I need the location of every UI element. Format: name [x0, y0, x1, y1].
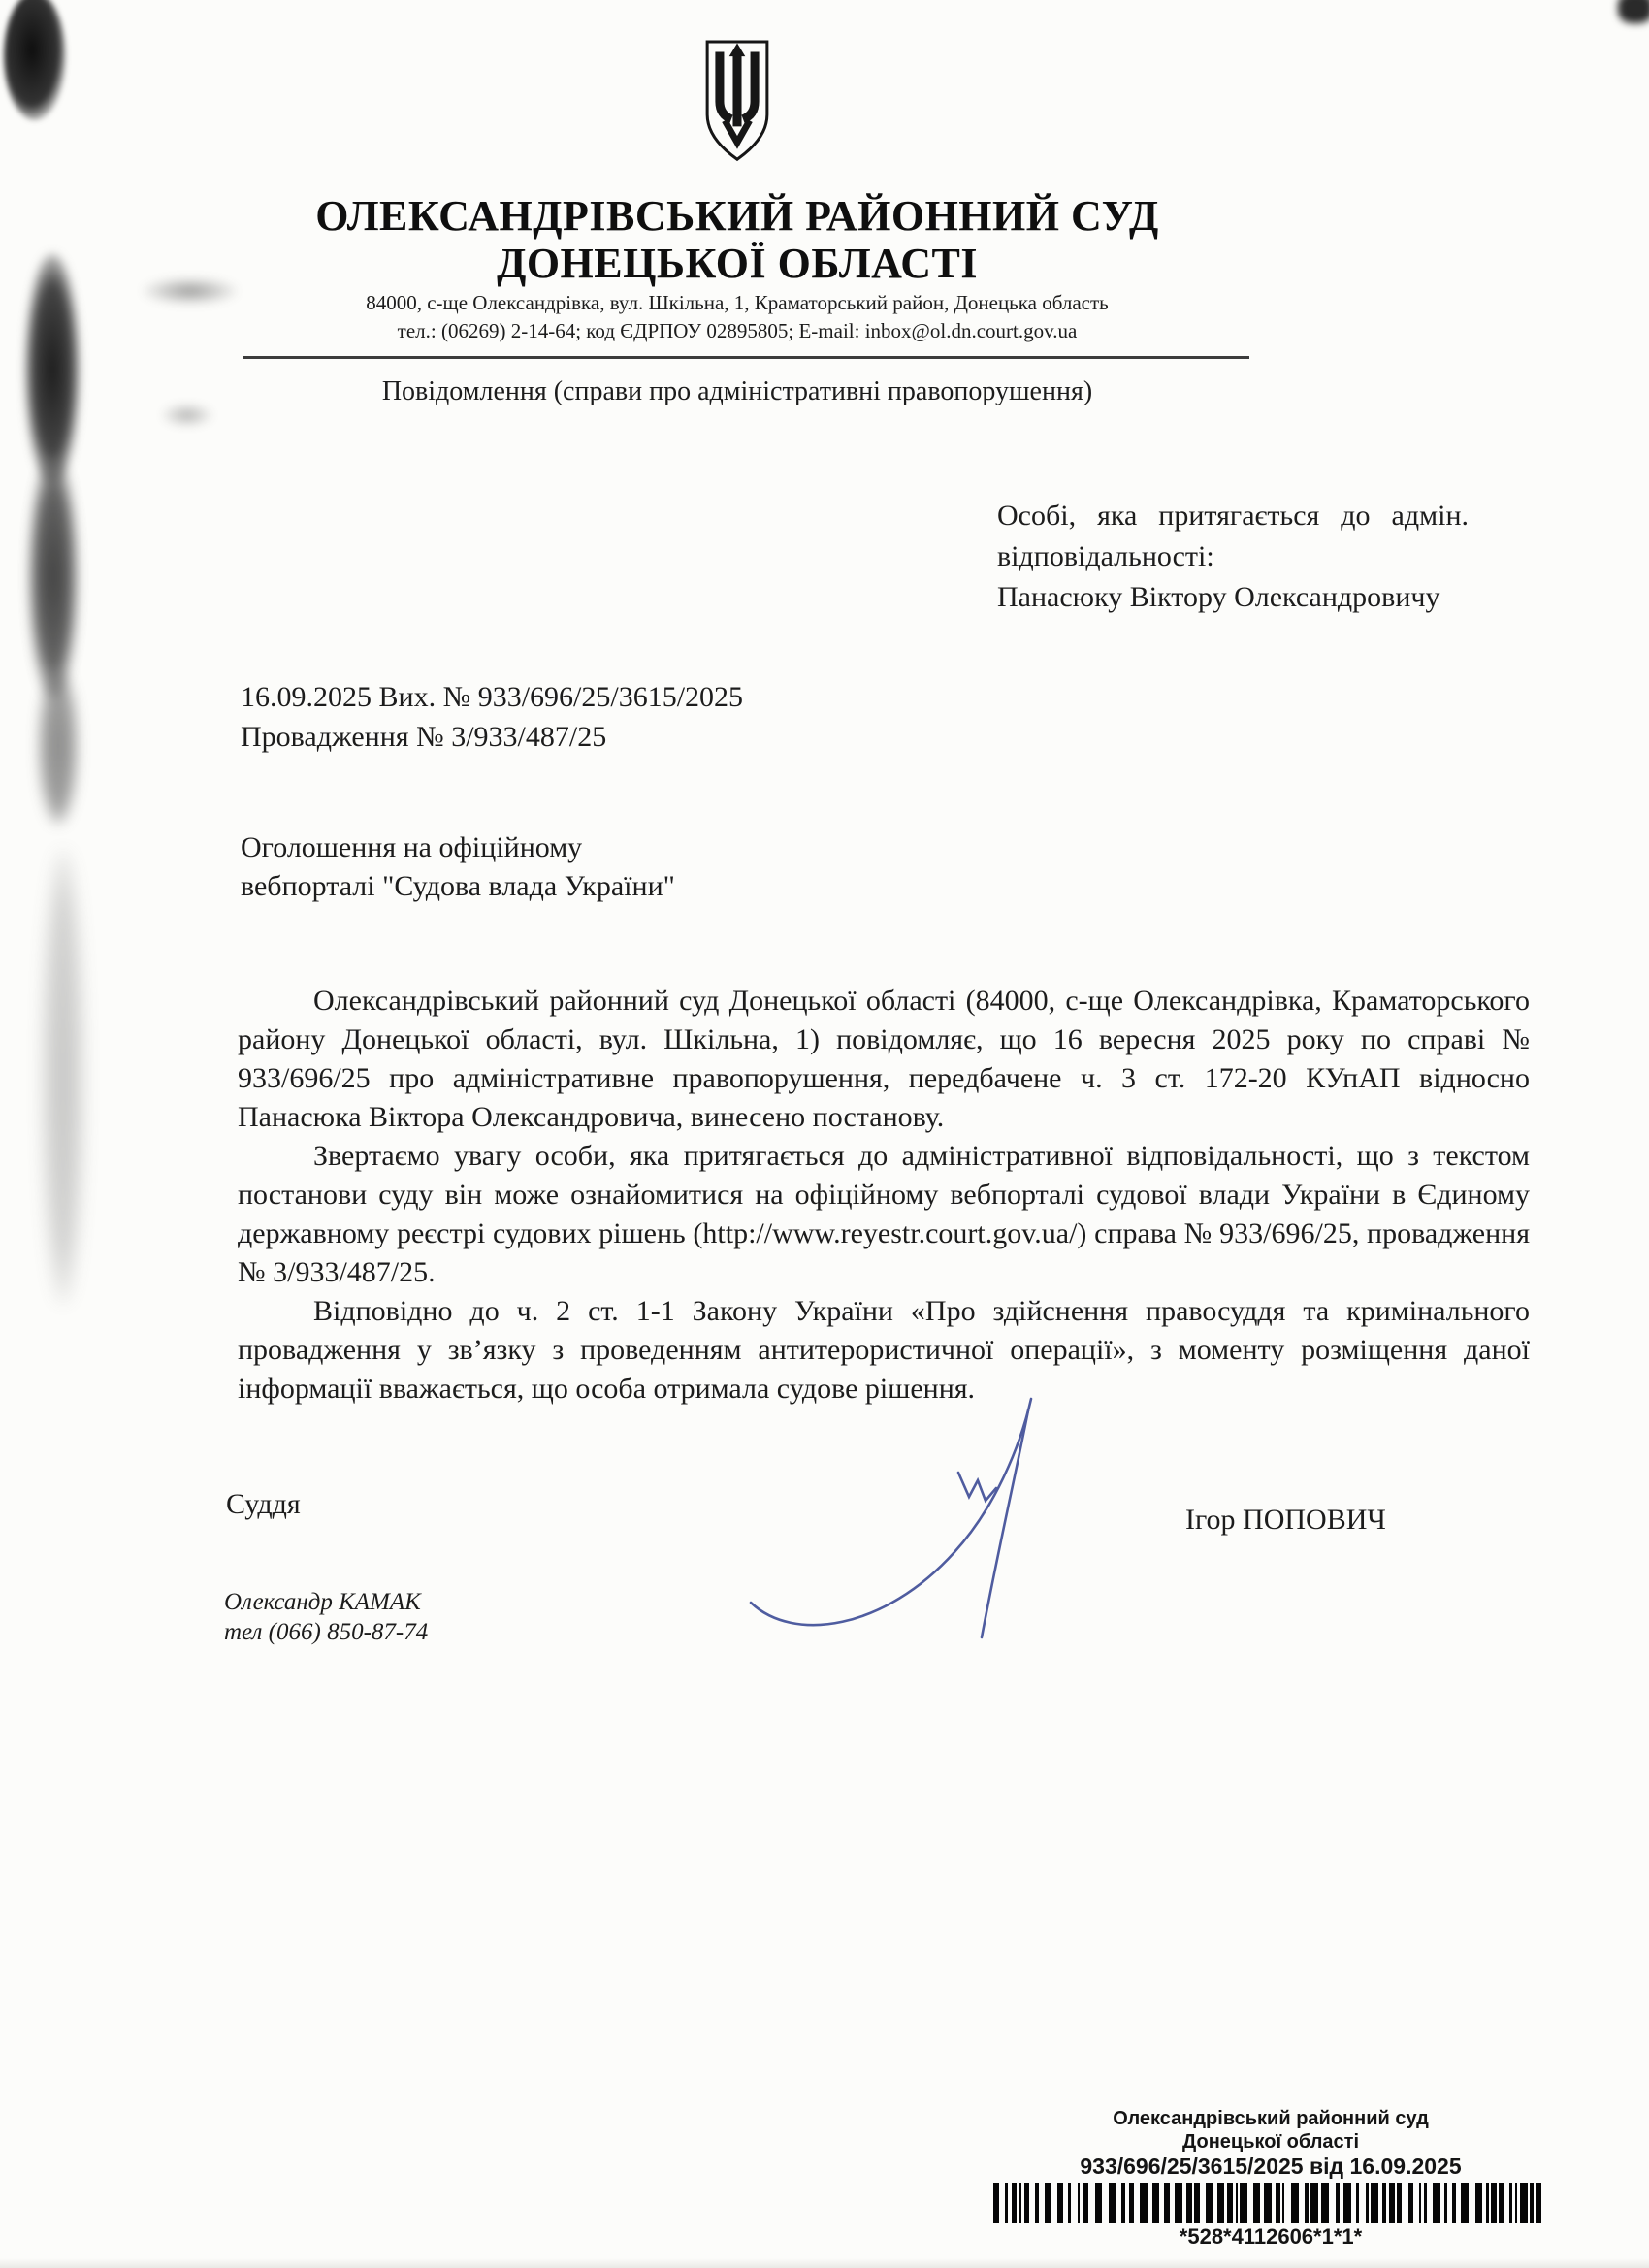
- barcode-document-number: 933/696/25/3615/2025 від 16.09.2025: [1080, 2154, 1462, 2179]
- scan-artifact: [1618, 0, 1649, 23]
- judge-name: Ігор ПОПОВИЧ: [1185, 1504, 1386, 1536]
- scan-artifact: [25, 254, 80, 485]
- document-subject: Повідомлення (справи про адміністративні правопорушення): [381, 376, 1093, 406]
- court-name-line2: ДОНЕЦЬКОЇ ОБЛАСТІ: [497, 240, 978, 287]
- scan-artifact: [43, 849, 83, 1305]
- barcode-court-line1: Олександрівський районний суд: [1113, 2108, 1429, 2129]
- addressee-line1: Особі, яка притягається до адмін.: [997, 500, 1469, 532]
- announcement-line1: Оголошення на офіційному: [241, 831, 583, 863]
- scan-artifact: [0, 2258, 1649, 2268]
- proceeding-number: Провадження № 3/933/487/25: [241, 721, 607, 753]
- ukraine-trident-emblem-icon: [700, 39, 774, 163]
- outgoing-number: 16.09.2025 Вих. № 933/696/25/3615/2025: [241, 681, 744, 713]
- barcode-court-line2: Донецької області: [1181, 2131, 1360, 2153]
- letterhead-divider: [242, 356, 1249, 359]
- signer-role: Суддя: [226, 1488, 301, 1520]
- handwritten-signature: [737, 1385, 1067, 1667]
- announcement-block: [241, 828, 675, 906]
- barcode-bars: [993, 2183, 1548, 2223]
- court-contacts: тел.: (06269) 2-14-64; код ЄДРПОУ 02895805; E-mail: inbox@ol.dn.court.gov.ua: [397, 319, 1078, 342]
- body-paragraph-2: Звертаємо увагу особи, яка притягається до адміністративної відповідальності, що з текстом постанови суду він може ознайомитися на офіційному вебпорталі судової влади України в Єдиному державному реєстрі судових рішень (http://www.reyestr.court.gov.ua/) справа № 933/696/25, провадження № 3/933/487/25.: [238, 1140, 1530, 1288]
- court-address: 84000, с-ще Олександрівка, вул. Шкільна, 1, Краматорський район, Донецька область: [366, 291, 1109, 314]
- addressee-block: [997, 496, 1469, 618]
- registration-barcode-block: [989, 2107, 1552, 2250]
- addressee-line2: відповідальності:: [997, 540, 1214, 572]
- court-name-line1: ОЛЕКСАНДРІВСЬКИЙ РАЙОННИЙ СУД: [315, 192, 1159, 240]
- announcement-line2: вебпорталі "Судова влада України": [241, 870, 675, 902]
- reference-block: [241, 677, 743, 757]
- scan-artifact: [4, 0, 66, 120]
- scan-artifact: [39, 667, 78, 825]
- body-paragraph-3: Відповідно до ч. 2 ст. 1-1 Закону України «Про здійснення правосуддя та кримінального провадження у зв’язку з проведенням антитерористичної операції», з моменту розміщення даної інформації вважається, що особа отримала судове рішення.: [238, 1295, 1530, 1405]
- addressee-name: Панасюку Віктору Олександровичу: [997, 581, 1440, 613]
- clerk-contact-block: [224, 1587, 428, 1647]
- clerk-name: Олександр КАМАК: [224, 1589, 421, 1615]
- scan-artifact: [29, 454, 78, 698]
- clerk-phone: тел (066) 850-87-74: [224, 1619, 429, 1645]
- barcode-code-text: *528*4112606*1*1*: [1179, 2224, 1363, 2249]
- letter-body: [238, 982, 1530, 1409]
- body-paragraph-1: Олександрівський районний суд Донецької області (84000, с-ще Олександрівка, Краматорського району Донецької області, вул. Шкільна, 1) повідомляє, що 16 вересня 2025 року по справі № 933/696/25 про адміністративне правопорушення, передбачене ч. 3 ст. 172-20 КУпАП відносно Панасюка Віктора Олександровича, винесено постанову.: [238, 985, 1530, 1133]
